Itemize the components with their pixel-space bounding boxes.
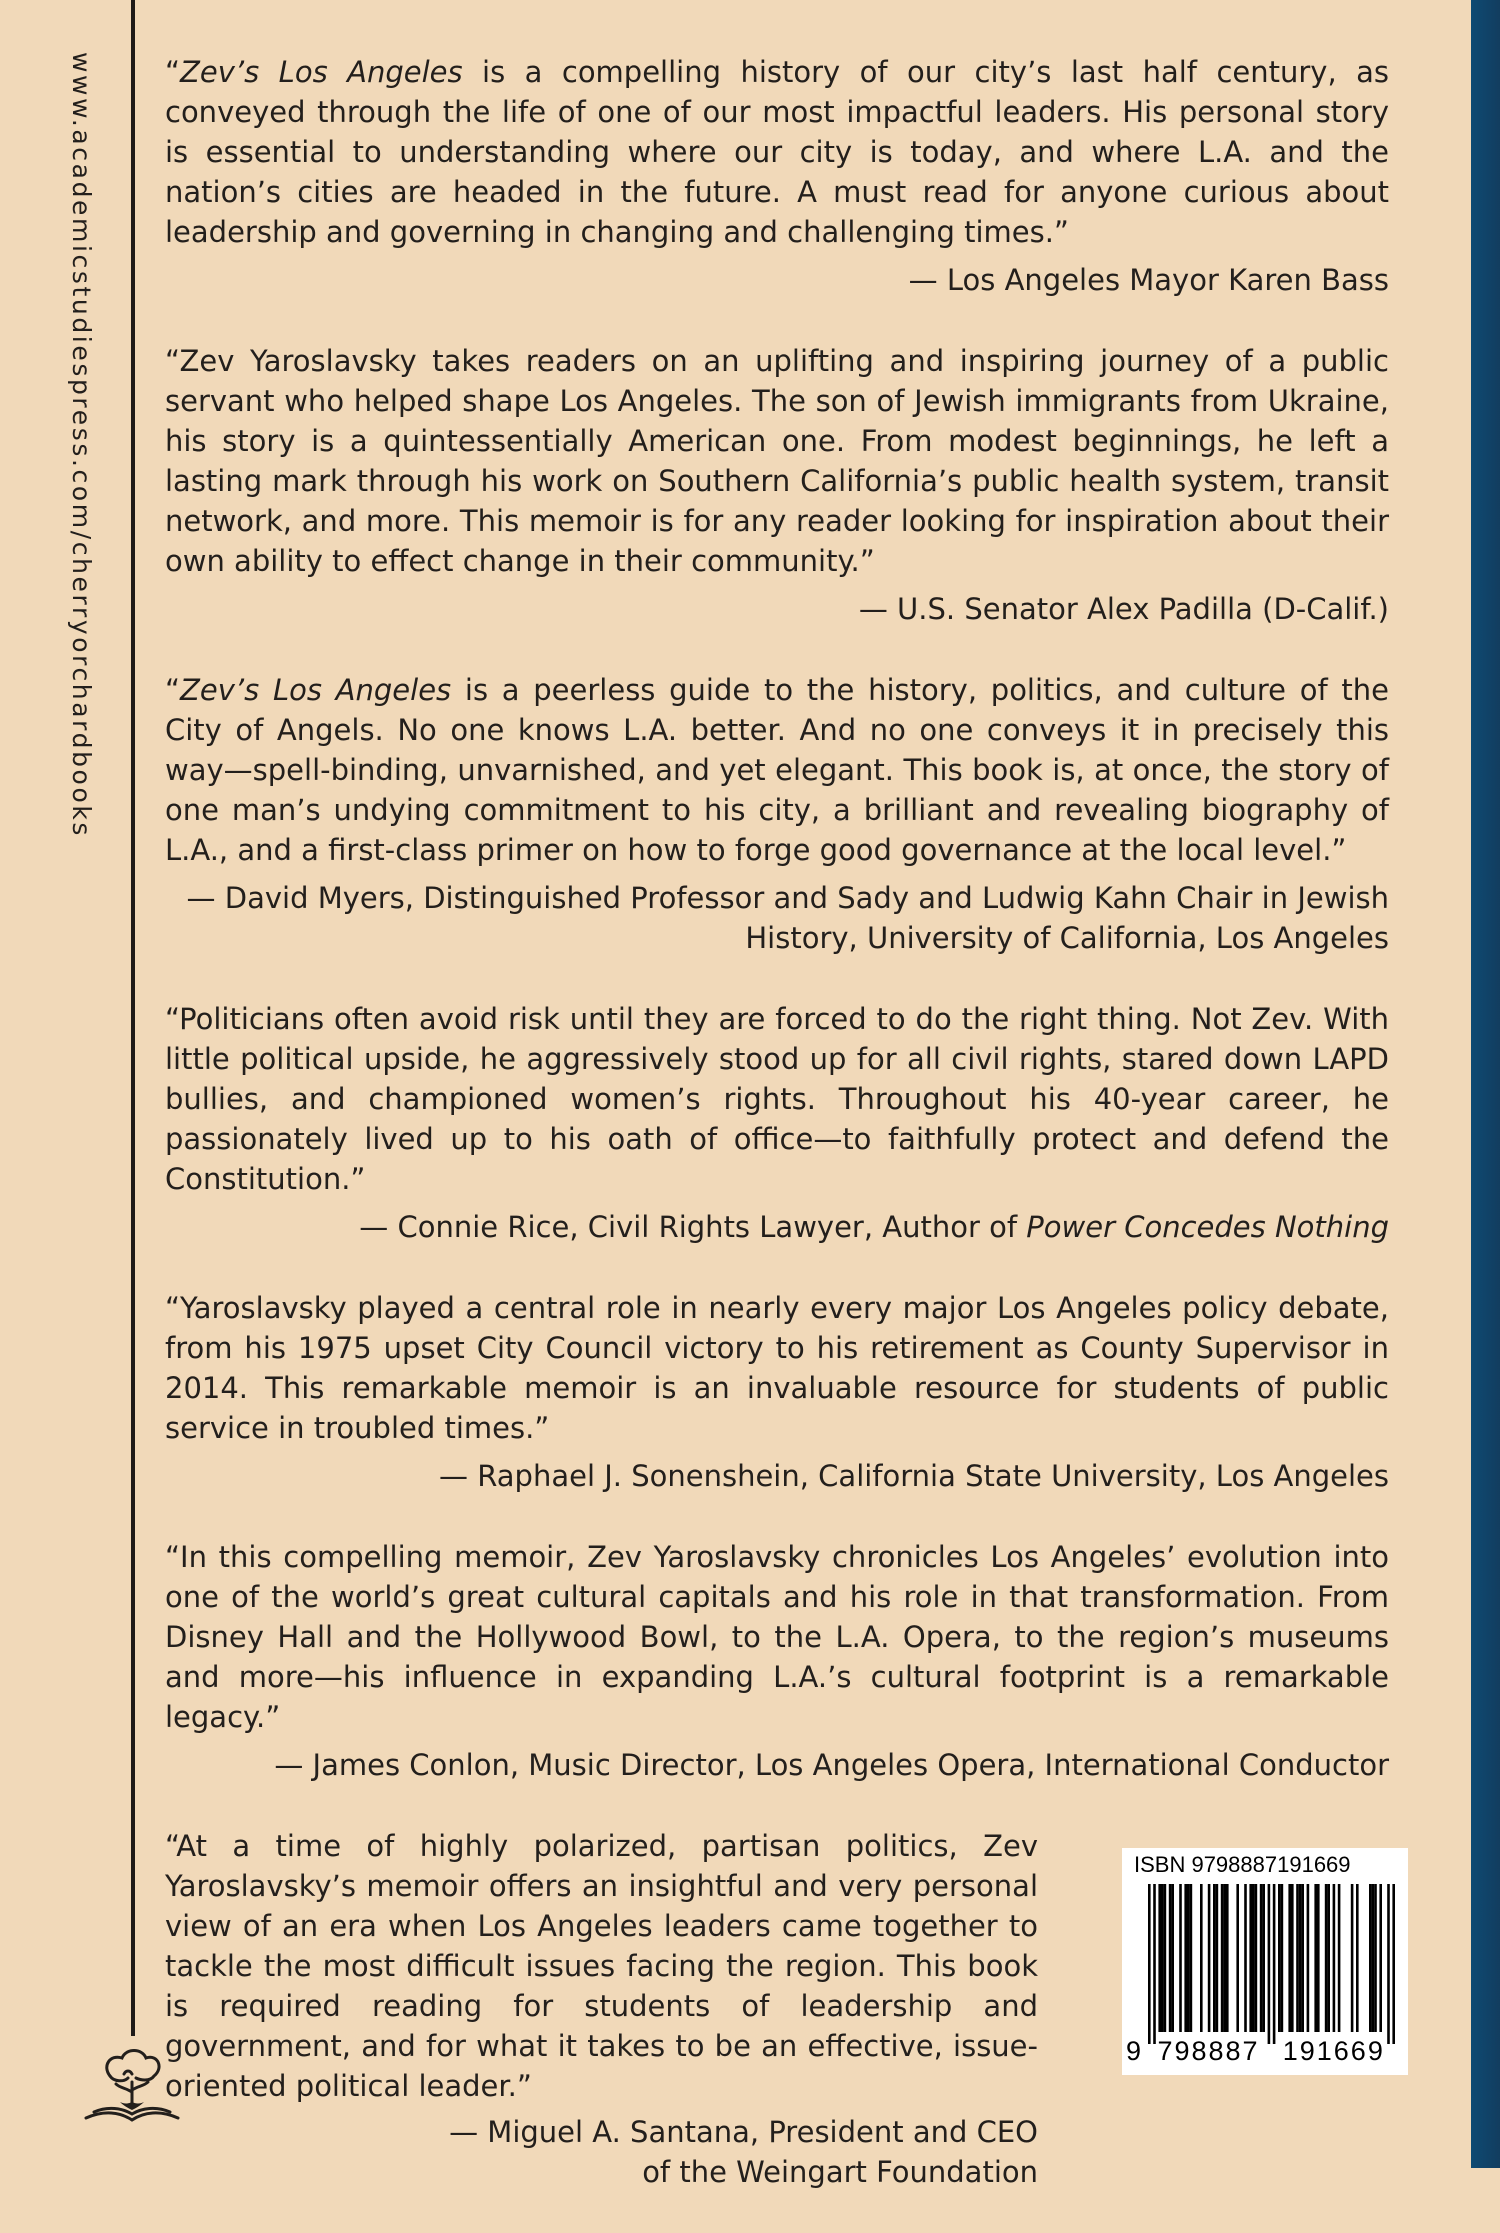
barcode-bar [1184,1884,1187,2032]
quote-attribution [165,2112,1038,2192]
quote-attribution: — Raphael J. Sonenshein, California State University, Los Angeles [439,1459,1389,1493]
barcode-bar [1374,1884,1377,2032]
barcode-bar [1379,1884,1382,2032]
barcode-bar [1369,1884,1372,2032]
barcode-bar [1179,1884,1182,2032]
attribution-line-2: of the Weingart Foundation [642,2155,1038,2189]
barcode-digit-first: 9 [1126,2036,1142,2066]
quote-text: “Zev Yaroslavsky takes readers on an uplifting and inspiring journey of a public servant who helped shape Los Angeles. The son of Jewish immigrants from Ukraine, his story is a quintessentially American one. From modest beginnings, he left a lasting mark through his work on Southern California’s public health system, transit network, and more. This memoir is for any reader looking for inspiration about their own ability to effect change in their community.” [165,344,1389,578]
attribution-text: — Connie Rice, Civil Rights Lawyer, Author of [359,1210,1027,1244]
endorsement-myers [165,670,1389,958]
barcode-bar [1213,1884,1216,2032]
barcode-bar [1208,1884,1211,2032]
barcode-bar [1200,1884,1203,2032]
quote-attribution: — Los Angeles Mayor Karen Bass [908,263,1389,297]
barcode-bar [1296,1884,1299,2032]
barcode-bar [1171,1884,1174,2032]
isbn-barcode [1122,1848,1408,2075]
endorsement-sonenshein [165,1288,1389,1496]
attribution-line-1: — Miguel A. Santana, President and CEO [449,2115,1038,2149]
cover-spine-edge [1471,0,1500,2168]
barcode-bar [1291,1884,1294,2032]
barcode-bar [1288,1884,1291,2032]
endorsement-santana [165,1826,1038,2192]
quote-attribution [165,1207,1389,1247]
quote-text [165,670,1389,870]
barcode-bar [1226,1884,1229,2032]
barcode-bar [1307,1884,1310,2032]
quote-text: “At a time of highly polarized, partisan politics, Zev Yaroslavsky’s memoir offers an insightful and very personal view of an era when Los Angeles leaders came together to tackle the most difficult issues facing the region. This book is required reading for students of leadership and government, and for what it takes to be an effective, issue-oriented political leader.” [165,1829,1038,2103]
barcode-bar [1333,1884,1336,2032]
endorsement-conlon [165,1537,1389,1785]
endorsement-padilla [165,341,1389,629]
barcode-bar [1314,1884,1317,2032]
isbn-label: ISBN 9798887191669 [1134,1852,1351,1877]
barcode-bar [1387,1884,1390,2044]
quote-text: “In this compelling memoir, Zev Yaroslavsky chronicles Los Angeles’ evolution into one of the world’s great cultural capitals and his role in that transformation. From Disney Hall and the Hollywood Bowl, to the L.A. Opera, to the region’s museums and more—his influence in expanding L.A.’s cultural footprint is a remarkable legacy.” [165,1540,1389,1734]
barcode-bar [1372,1884,1375,2032]
barcode-bar [1252,1884,1255,2032]
barcode-bar [1278,1884,1281,2032]
barcode-bar [1153,1884,1156,2044]
barcode-bar [1268,1884,1271,2044]
barcode-bar [1338,1884,1341,2032]
quote-attribution: — David Myers, Distinguished Professor and Sady and Ludwig Kahn Chair in Jewish History, University of California, Los Angeles [186,881,1389,955]
attribution-book-title: Power Concedes Nothing [1026,1210,1389,1244]
barcode-bar [1273,1884,1276,2044]
barcode-bar [1236,1884,1239,2032]
barcode-bar [1281,1884,1284,2032]
open-quote: “ [165,55,181,89]
barcode-bar [1325,1884,1328,2032]
barcode-bar [1299,1884,1302,2032]
barcode-bar [1327,1884,1330,2032]
barcode-bar [1301,1884,1304,2032]
barcode-bar [1190,1884,1193,2032]
barcode-bar [1392,1884,1395,2044]
book-title: Zev’s Los Angeles [180,673,452,707]
quote-text [165,52,1389,252]
barcode-bar [1221,1884,1224,2032]
vertical-divider [131,0,135,2036]
barcode-digit-group-1: 798887 [1157,2036,1260,2066]
barcode-digit-group-2: 191669 [1282,2036,1385,2066]
barcode-bar [1187,1884,1190,2032]
endorsement-bass [165,52,1389,300]
quote-body: is a compelling history of our city’s last half century, as conveyed through the life of one of our most impactful leaders. His personal story is essential to understanding where our city is today, and where L.A. and the nation’s cities are headed in the future. A must read for anyone curious about leadership and governing in changing and challenging times.” [165,55,1389,249]
barcode-bars [1134,1884,1396,2044]
barcode-bar [1351,1884,1354,2032]
barcode-bar [1164,1884,1167,2032]
barcode-bar [1356,1884,1359,2032]
barcode-bar [1223,1884,1226,2032]
quote-text: “Politicians often avoid risk until they are forced to do the right thing. Not Zev. With little political upside, he aggressively stood up for all civil rights, stared down LAPD bullies, and championed women’s rights. Throughout his 40-year career, he passionately lived up to his oath of office—to faithfully protect and defend the Constitution.” [165,1002,1389,1196]
barcode-bar [1249,1884,1252,2032]
barcode-bar [1148,1884,1151,2044]
quote-text: “Yaroslavsky played a central role in nearly every major Los Angeles policy debate, from his 1975 upset City Council victory to his retirement as County Supervisor in 2014. This remarkable memoir is an invaluable resource for students of public service in troubled times.” [165,1291,1389,1445]
quote-attribution: — James Conlon, Music Director, Los Angeles Opera, International Conductor [274,1748,1389,1782]
open-quote: “ [165,673,181,707]
barcode-bar [1317,1884,1320,2032]
barcode-bar [1255,1884,1258,2032]
quote-attribution: — U.S. Senator Alex Padilla (D-Calif.) [858,592,1389,626]
barcode-bar [1158,1884,1161,2032]
barcode-bar [1260,1884,1263,2032]
barcode-digits [1126,2036,1404,2067]
book-title: Zev’s Los Angeles [180,55,463,89]
quote-body: is a peerless guide to the history, politics, and culture of the City of Angels. No one knows L.A. better. And no one conveys it in precisely this way—spell-binding, unvarnished, and yet elegant. This book is, at once, the story of one man’s undying commitment to his city, a brilliant and revealing biography of L.A., and a first-class primer on how to forge good governance at the local level.” [165,673,1390,867]
barcode-bar [1216,1884,1219,2032]
barcode-bar [1169,1884,1172,2032]
barcode-bar [1262,1884,1265,2032]
endorsement-rice [165,999,1389,1247]
barcode-bar [1161,1884,1164,2032]
publisher-url[interactable]: www.academicstudiespress.com/cherryorchardbooks [67,52,96,839]
barcode-bar [1244,1884,1247,2032]
